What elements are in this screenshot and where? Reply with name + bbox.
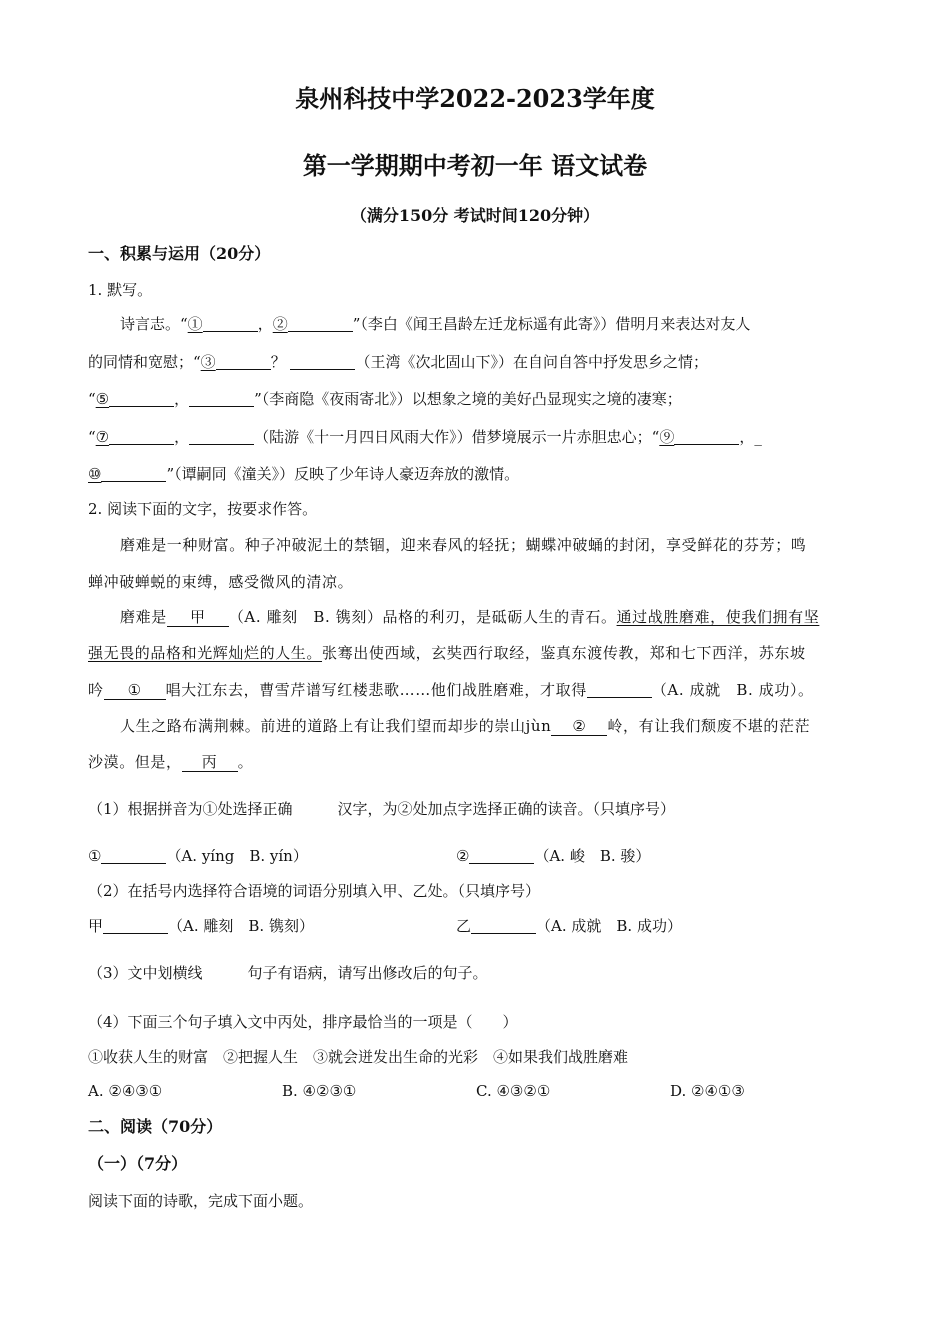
blank-marker-10: ⑩: [88, 465, 102, 483]
text: ，: [174, 428, 190, 446]
answer-blank-6[interactable]: [189, 390, 254, 407]
text: 唱大江东去，曹雪芹谱写红楼悲歌……他们战胜磨难，才取得: [165, 681, 587, 699]
blank-marker-9: ⑨: [659, 428, 675, 446]
text: ，_: [739, 428, 762, 446]
text: （A. 峻 B. 骏）: [534, 847, 651, 865]
fill-2[interactable]: ②: [551, 718, 607, 736]
answer-blank-sq1-2[interactable]: [469, 847, 534, 864]
choice-b[interactable]: B. ④②③①: [282, 1082, 357, 1100]
text: （A. 成就 B. 成功）。: [651, 681, 814, 699]
subq3: （3）文中划横线 句子有语病，请写出修改后的句子。: [88, 964, 488, 982]
subq1-option1: [88, 846, 308, 866]
answer-blank-3[interactable]: [216, 353, 271, 370]
section2-heading: 二、阅读（70分）: [88, 1117, 223, 1136]
text: 的同情和宽慰；“: [88, 353, 201, 371]
text: 张骞出使西域，玄奘西行取经，鉴真东渡传教，郑和七下西洋，苏东坡: [322, 644, 806, 662]
text: 岭，有让我们颓废不堪的茫茫: [607, 717, 811, 735]
answer-blank-7[interactable]: [109, 428, 174, 445]
text: 人生之路布满荆棘。前进的道路上有让我们望而却步的崇山: [120, 717, 526, 735]
answer-blank-sq1-1[interactable]: [101, 847, 166, 864]
text: （A. yíng B. yín）: [166, 847, 308, 865]
section1-heading: 一、积累与运用（20分）: [88, 244, 271, 263]
choice-c[interactable]: C. ④③②①: [476, 1082, 551, 1100]
text: ”（谭嗣同《潼关》）反映了少年诗人豪迈奔放的激情。: [166, 465, 520, 483]
answer-blank-8[interactable]: [189, 428, 254, 445]
choice-d[interactable]: D. ②④①③: [670, 1082, 745, 1100]
text: ”（李商隐《夜雨寄北》）以想象之境的美好凸显现实之境的凄寒；: [254, 390, 682, 408]
text: （A. 雕刻 B. 镌刻）: [168, 917, 314, 935]
blank-marker-3: ③: [200, 353, 216, 371]
blank-marker-7: ⑦: [95, 428, 110, 446]
error-sentence-part2: 强无畏的品格和光辉灿烂的人生。: [88, 644, 323, 662]
exam-title-subject: 第一学期期中考初一年 语文试卷: [302, 151, 648, 180]
subq2-option2: [456, 916, 682, 936]
text: “: [88, 390, 96, 408]
choice-a[interactable]: A. ②④③①: [88, 1082, 163, 1100]
passage-p3-line2: [88, 752, 253, 772]
fill-yi[interactable]: [587, 681, 652, 698]
subq1: （1）根据拼音为①处选择正确 汉字，为②处加点字选择正确的读音。（只填序号）: [88, 800, 676, 818]
section2-sub1: （一）（7分）: [88, 1154, 188, 1173]
passage-p3-line1: [120, 716, 810, 736]
passage-p2-line1: [120, 607, 819, 627]
text: （王湾《次北固山下》）在自问自答中抒发思乡之情；: [355, 353, 708, 371]
text: ”（李白《闻王昌龄左迁龙标遥有此寄》）借明月来表达对友人: [352, 315, 751, 333]
fill-1[interactable]: ①: [104, 682, 166, 700]
fill-jia[interactable]: 甲: [167, 609, 229, 627]
text: ，: [257, 315, 273, 333]
error-sentence-part1: 通过战胜磨难，使我们拥有坚: [616, 608, 820, 626]
subq4-sentences: ①收获人生的财富 ②把握人生 ③就会迸发出生命的光彩 ④如果我们战胜磨难: [88, 1048, 629, 1066]
subq4: （4）下面三个句子填入文中丙处，排序最恰当的一项是（ ）: [88, 1013, 518, 1031]
subq2-option1: [88, 916, 314, 936]
text: ②: [456, 847, 470, 865]
text: （A. 成就 B. 成功）: [536, 917, 682, 935]
fill-bing[interactable]: 丙: [182, 754, 238, 772]
subq2: （2）在括号内选择符合语境的词语分别填入甲、乙处。（只填序号）: [88, 882, 541, 900]
answer-blank-1[interactable]: [203, 315, 258, 332]
passage-p1-line2: 蝉冲破蝉蜕的束缚，感受微风的清凉。: [88, 573, 354, 591]
text: ①: [88, 847, 102, 865]
answer-blank-2[interactable]: [288, 315, 353, 332]
text: 吟: [88, 681, 104, 699]
text: “: [88, 428, 96, 446]
text: ，: [174, 390, 190, 408]
q2-label: 2. 阅读下面的文字，按要求作答。: [88, 500, 318, 518]
exam-title-school: 泉州科技中学2022-2023学年度: [295, 84, 655, 113]
pinyin-jun: jùn: [525, 717, 552, 735]
passage-p2-line2: [88, 643, 806, 663]
q1-line2: [88, 352, 708, 372]
answer-blank-9[interactable]: [674, 428, 739, 445]
text: 乙: [456, 917, 472, 935]
subq1-option2: [456, 846, 650, 866]
section2-instruction: 阅读下面的诗歌，完成下面小题。: [88, 1192, 314, 1210]
text: 沙漠。但是，: [88, 753, 182, 771]
q1-line4: [88, 427, 762, 447]
text: 。: [237, 753, 254, 771]
answer-blank-sq2-2[interactable]: [471, 917, 536, 934]
q1-label: 1. 默写。: [88, 281, 153, 299]
text: 甲: [88, 917, 104, 935]
q1-line3: [88, 389, 682, 409]
exam-subtitle: （满分150分 考试时间120分钟）: [350, 206, 600, 225]
text: 磨难是: [120, 608, 167, 626]
answer-blank-sq2-1[interactable]: [103, 917, 168, 934]
text: 诗言志。“: [120, 315, 188, 333]
text: （陆游《十一月四日风雨大作》）借梦境展示一片赤胆忠心；“: [254, 428, 660, 446]
text: ？: [270, 353, 286, 371]
answer-blank-10[interactable]: [101, 465, 166, 482]
blank-marker-1: ①: [187, 315, 203, 333]
text: （A. 雕刻 B. 镌刻）品格的利刃，是砥砺人生的青石。: [228, 608, 617, 626]
answer-blank-4[interactable]: [290, 353, 355, 370]
answer-blank-5[interactable]: [109, 390, 174, 407]
passage-p2-line3: [88, 680, 814, 700]
passage-p1-line1: 磨难是一种财富。种子冲破泥土的禁锢，迎来春风的轻抚；蝴蝶冲破蛹的封闭，享受鲜花的芬芳；鸣: [120, 536, 807, 554]
blank-marker-2: ②: [272, 315, 288, 333]
blank-marker-5: ⑤: [95, 390, 110, 408]
q1-line1: [120, 314, 750, 334]
q1-line5: [88, 464, 519, 484]
